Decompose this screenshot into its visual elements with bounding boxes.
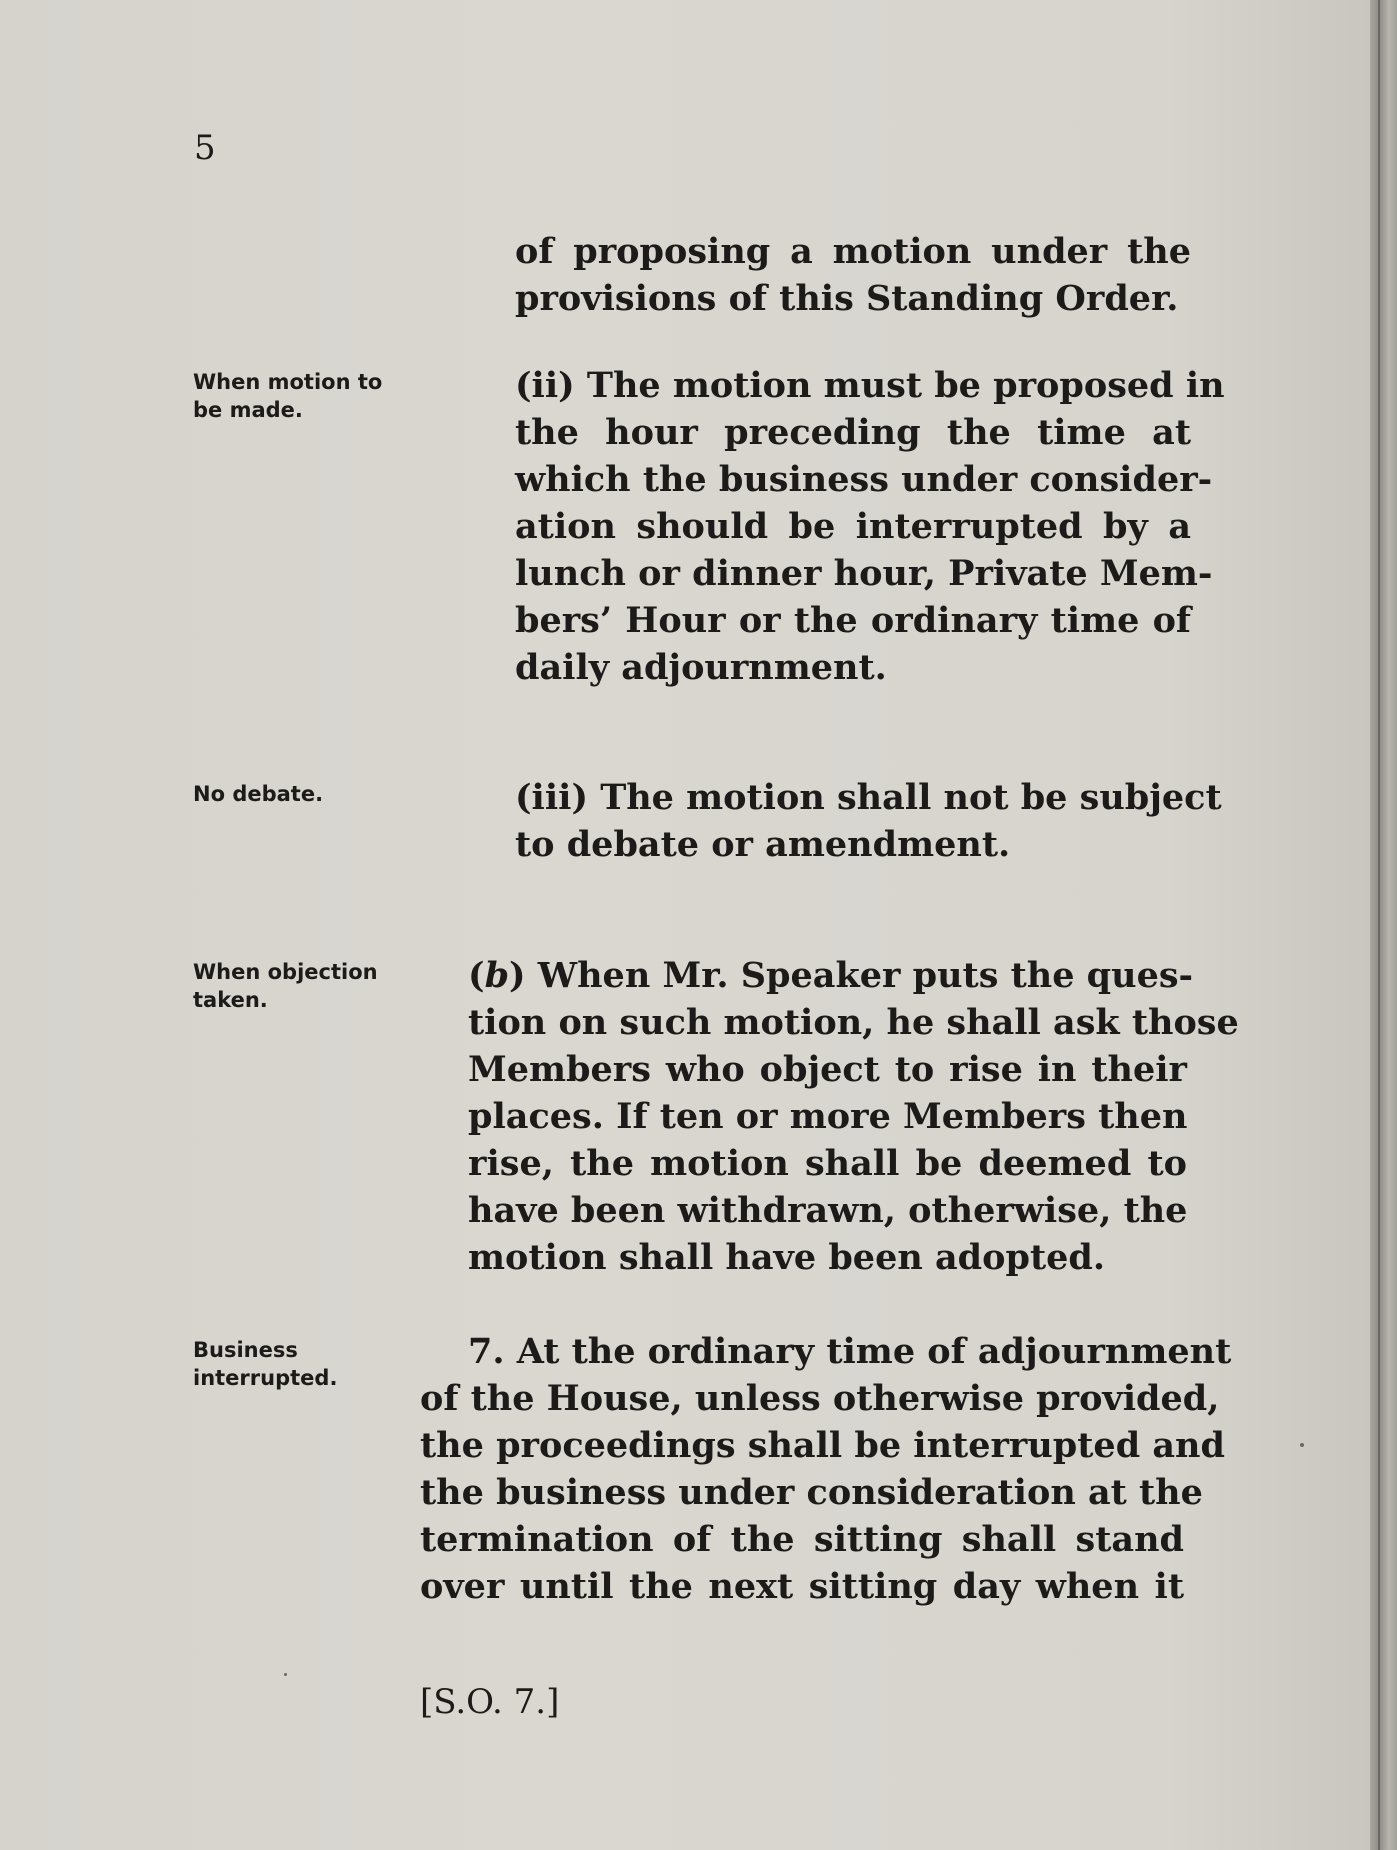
text-line: have been withdrawn, otherwise, the [468,1190,1188,1231]
paper-speck [1300,1443,1304,1447]
italic-letter: b [484,955,510,996]
text-line: motion shall have been adopted. [468,1237,1106,1278]
text-line: bers’ Hour or the ordinary time of [515,600,1191,641]
margin-note-line: taken. [193,988,268,1012]
text-line: lunch or dinner hour, Private Mem- [515,553,1213,594]
text-line: (ii) The motion must be proposed in [515,365,1225,406]
page-number: 5 [194,128,216,168]
text-line: daily adjournment. [515,647,887,688]
margin-note-when-motion [193,368,382,424]
paragraph-so-7 [420,1328,1232,1610]
margin-note-line: be made. [193,398,303,422]
paragraph-iii [515,774,1222,868]
text-line: places. If ten or more Members then [468,1096,1188,1137]
page-edge-line [1378,0,1380,1850]
standing-order-reference: [S.O. 7.] [420,1682,560,1722]
text-line: to debate or amendment. [515,824,1011,865]
margin-note-when-objection [193,958,378,1014]
text-line: termination of the sitting shall stand [420,1519,1184,1560]
text-line: provisions of this Standing Order. [515,278,1179,319]
margin-note-line: When motion to [193,370,383,394]
text-line: rise, the motion shall be deemed to [468,1143,1187,1184]
text-line: the proceedings shall be interrupted and [420,1425,1225,1466]
text-line: tion on such motion, he shall ask those [468,1002,1239,1043]
paragraph-continuation [515,228,1191,322]
margin-note-business-interrupted [193,1336,337,1392]
paper-speck [284,1673,287,1676]
margin-note-line: interrupted. [193,1366,338,1390]
text-line: 7. At the ordinary time of adjournment [468,1331,1232,1372]
text-line: (iii) The motion shall not be subject [515,777,1222,818]
text-line: over until the next sitting day when it [420,1566,1184,1607]
paragraph-b [468,952,1239,1281]
paragraph-ii [515,362,1225,691]
margin-note-no-debate [193,780,323,808]
text-line: ation should be interrupted by a [515,506,1191,547]
margin-note-line: When objection [193,960,378,984]
margin-note-line: No debate. [193,782,324,806]
text-line: the business under consideration at the [420,1472,1203,1513]
text-line: of proposing a motion under the [515,231,1191,272]
text-line: (b) When Mr. Speaker puts the ques- [468,955,1194,996]
text-line: of the House, unless otherwise provided, [420,1378,1220,1419]
text-line: the hour preceding the time at [515,412,1191,453]
text-line: Members who object to rise in their [468,1049,1187,1090]
page-edge-shadow [1370,0,1397,1850]
margin-note-line: Business [193,1338,298,1362]
text-line: which the business under consider- [515,459,1213,500]
